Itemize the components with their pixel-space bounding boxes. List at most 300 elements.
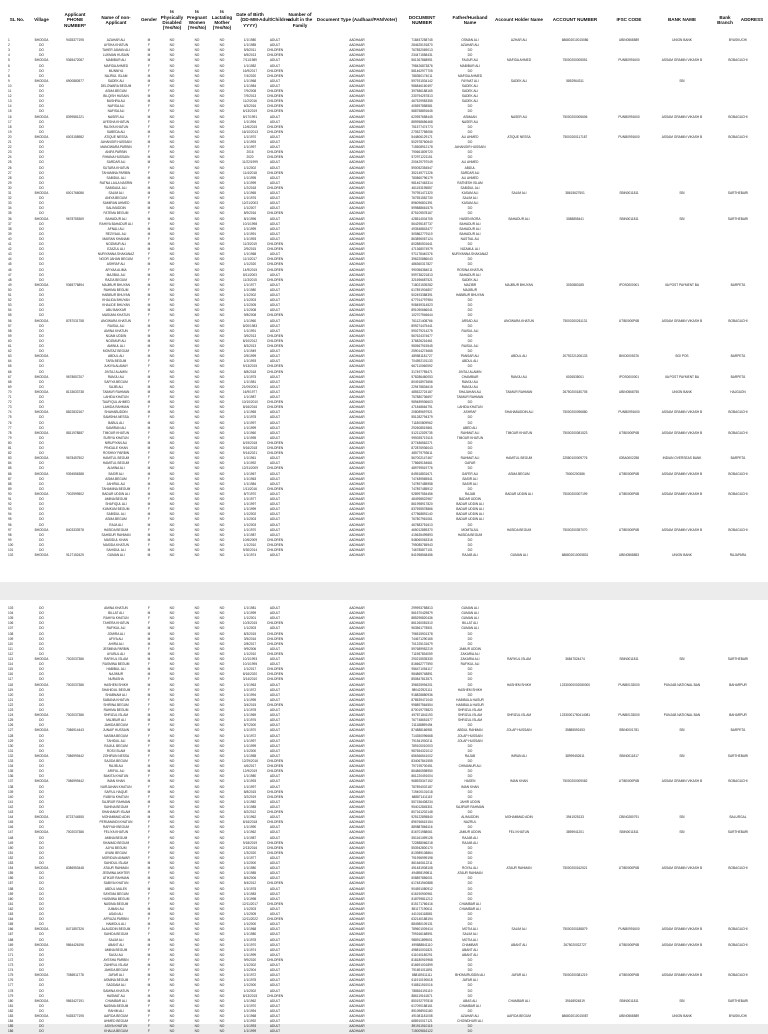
cell-dob: 1/1/1993 (243, 236, 257, 241)
cell-dob: 1/1/1990 (243, 825, 257, 830)
cell-dob: 12/11/2022 (242, 917, 258, 922)
cell-sl: 175 (8, 973, 14, 978)
cell-father: BADAR UDDIN ALI (456, 502, 484, 507)
cell-doc: AADHAAR (349, 512, 365, 517)
cell-gender: F (148, 435, 150, 440)
cell-ac: CHILDREN (266, 405, 284, 410)
cell-doc: AADHAAR (349, 338, 365, 343)
cell-disabled: NO (169, 38, 175, 42)
cell-gender: F (148, 932, 150, 937)
cell-branch (713, 1029, 763, 1034)
cell-ac: CHILDREN (266, 277, 284, 282)
cell-father: ASHRAF (463, 410, 477, 415)
cell-dob: 1/1/1999 (243, 611, 257, 616)
cell-lactating: NO (219, 502, 225, 507)
cell-father: HABIBULA HASUR (456, 697, 484, 702)
cell-ifsc: PUNB0991600 (618, 114, 640, 119)
cell-disabled: NO (169, 774, 175, 779)
cell-ac: ADULT (269, 968, 281, 973)
cell-gender: M (147, 815, 151, 820)
cell-acno: 3088855441 (566, 216, 584, 221)
cell-name: AFIYA ALI (108, 636, 124, 641)
cell-village: DO (39, 748, 44, 753)
cell-name: ALMINA ALI (107, 466, 125, 471)
cell-dob: 8/16/2018 (242, 820, 258, 825)
cell-gender: M (147, 682, 151, 687)
cell-pregnant: NO (194, 952, 200, 957)
cell-sl: 145 (8, 820, 14, 825)
cell-docno: 485522724187 (411, 389, 433, 394)
cell-dob: 1/1/2003 (243, 517, 257, 522)
cell-bank: UNION BANK (672, 1014, 692, 1018)
cell-father: DO (467, 743, 473, 748)
cell-holder: HAMITUL BEGUM (505, 456, 533, 461)
cell-lactating: NO (219, 349, 225, 354)
cell-dob: 3/9/2013 (243, 333, 257, 338)
cell-docno: 405597858581 (411, 104, 433, 109)
cell-sl: 21 (8, 140, 12, 144)
cell-docno: 572971221151 (411, 155, 433, 160)
cell-name: AFRUZA PARBIN (103, 917, 129, 922)
cell-branch: BARPETA (730, 354, 746, 359)
cell-father: BADAR UDDIN ALI (456, 517, 484, 522)
cell-gender: M (147, 491, 151, 496)
cell-father: RAJAB ALI (462, 553, 478, 558)
cell-dob: 6/5/2013 (243, 53, 257, 58)
cell-lactating: NO (219, 456, 225, 461)
cell-village: DO (39, 922, 44, 927)
cell-branch: BOBAGUCHI (728, 471, 748, 476)
cell-lactating: NO (219, 491, 225, 496)
cell-docno: 818180919968 (411, 957, 433, 962)
cell-pregnant: NO (194, 242, 200, 246)
cell-dob: 5/5/2011 (243, 48, 257, 53)
cell-village: DO (39, 73, 44, 78)
cell-ac: CHILDREN (266, 211, 284, 216)
cell-doc: AADHAAR (349, 83, 365, 88)
cell-docno: 885295820436 (411, 616, 433, 621)
cell-gender: M (147, 185, 151, 190)
cell-docno: 963561778501 (411, 626, 433, 631)
cell-father: MAFIDA AHMED (457, 73, 483, 78)
cell-pregnant: NO (194, 491, 200, 496)
cell-ifsc: UTIB0000P6B (618, 779, 640, 784)
cell-pregnant: NO (194, 891, 200, 896)
cell-village: DO (39, 542, 44, 547)
cell-dob: 1/1/1994 (243, 692, 257, 697)
cell-lactating: NO (219, 155, 225, 160)
cell-ifsc: UBIN0568589 (618, 38, 640, 42)
cell-pregnant: NO (194, 48, 200, 53)
cell-phone: 7086999442 (66, 779, 84, 784)
cell-doc: AADHAAR (349, 43, 365, 48)
cell-docno: 428514004705 (411, 216, 433, 221)
cell-ac: ADULT (269, 616, 281, 621)
cell-pregnant: NO (194, 420, 200, 425)
cell-sl: 143 (8, 810, 14, 814)
cell-ac: CHILDREN (266, 667, 284, 672)
cell-disabled: NO (169, 1003, 175, 1008)
cell-disabled: NO (169, 733, 175, 738)
cell-lactating: NO (219, 764, 225, 769)
cell-dob: 11/4/2018 (243, 170, 257, 175)
cell-branch: BYASKUCHI (728, 38, 748, 42)
cell-sl: 103 (8, 606, 14, 610)
cell-village: DO (39, 440, 44, 445)
cell-ac: CHILDREN (266, 124, 284, 129)
cell-sl: 69 (8, 384, 12, 389)
cell-disabled: NO (169, 677, 175, 682)
cell-disabled: NO (169, 606, 175, 610)
cell-pregnant: NO (194, 323, 200, 328)
cell-docno: 512112029735 (411, 430, 433, 435)
cell-gender: F (148, 124, 150, 129)
cell-sl: 11 (8, 89, 12, 93)
cell-dob: 9/9/2006 (243, 646, 257, 651)
cell-pregnant: NO (194, 794, 200, 799)
cell-docno: 688910017121 (411, 1019, 433, 1024)
cell-lactating: NO (219, 968, 225, 973)
cell-doc: AADHAAR (349, 420, 365, 425)
cell-doc: AADHAAR (349, 389, 365, 394)
cell-disabled: NO (169, 410, 175, 415)
cell-father: DO (467, 682, 473, 687)
cell-phone: 6003158982 (66, 134, 84, 139)
cell-father: BAHADUR ALI (459, 272, 481, 277)
cell-pregnant: NO (194, 657, 200, 661)
cell-village: DO (39, 99, 44, 104)
cell-pregnant: NO (194, 104, 200, 109)
cell-phone: 9863427191 (66, 998, 84, 1003)
cell-village: DO (39, 983, 44, 988)
cell-docno: 415635499893 (411, 532, 433, 537)
cell-sl: 137 (8, 779, 14, 784)
cell-sl: 169 (8, 942, 14, 947)
cell-lactating: NO (219, 471, 225, 476)
cell-ac: ADULT (269, 272, 281, 277)
cell-sl: 168 (8, 937, 14, 942)
cell-dob: 1/1/1970 (243, 1003, 257, 1008)
cell-gender: M (147, 242, 151, 246)
cell-sl: 28 (8, 175, 12, 180)
cell-docno: 987654321012 (411, 748, 433, 753)
cell-lactating: NO (219, 344, 225, 348)
cell-dob: 5/4/2012 (243, 881, 257, 886)
cell-dob: 1/1/2000 (243, 983, 257, 988)
cell-lactating: NO (219, 993, 225, 998)
cell-doc: AADHAAR (349, 886, 365, 891)
cell-disabled: NO (169, 927, 175, 932)
cell-name: ASIYA KHATUN (104, 1024, 128, 1029)
cell-village: DO (39, 794, 44, 799)
cell-ac: CHILDREN (266, 845, 284, 850)
cell-sl: 74 (8, 410, 12, 415)
cell-docno: 590052354547 (411, 165, 433, 170)
cell-pregnant: NO (194, 993, 200, 998)
cell-lactating: NO (219, 912, 225, 916)
cell-father: ABANT ALI (461, 952, 479, 957)
cell-dob: 1/1/1960 (243, 430, 257, 435)
cell-name: RAHIYA BAHADUR ALI (99, 221, 133, 226)
cell-sl: 97 (8, 527, 12, 532)
cell-name: JOMIRA ALI (107, 631, 125, 636)
cell-name: SHAHABUDDIN (104, 410, 128, 415)
cell-name: NAJRUL ISLAM (104, 73, 128, 78)
cell-father: DO (467, 886, 473, 891)
cell-disabled: NO (169, 303, 175, 308)
cell-name: ROSHNY PARBIN (102, 451, 130, 456)
cell-doc: AADHAAR (349, 517, 365, 522)
cell-sl: 124 (8, 713, 14, 718)
cell-dob: 8/13/2015 (242, 993, 258, 998)
cell-lactating: NO (219, 221, 225, 226)
cell-name: SHAFIQUL ALI (105, 502, 127, 507)
cell-village: DO (39, 789, 44, 794)
cell-name: SAJIDA BEGUM (104, 759, 128, 763)
cell-sl: 87 (8, 476, 12, 481)
cell-dob: 6/13/2019 (242, 109, 258, 114)
cell-ac: ADULT (269, 114, 281, 119)
cell-father: ALI AHMED (461, 160, 479, 165)
cell-ac: ADULT (269, 682, 281, 687)
cell-phone: 7002037386 (66, 657, 84, 661)
cell-father: MOTIA ALI (462, 937, 478, 942)
cell-dob: 1/1/1965 (243, 191, 257, 195)
cell-disabled: NO (169, 502, 175, 507)
cell-village: DO (39, 906, 44, 911)
cell-father: DO (467, 983, 473, 988)
cell-village: DO (39, 405, 44, 410)
cell-holder: MAJIBUR BHUYAN (505, 282, 533, 287)
cell-gender: M (147, 191, 151, 195)
cell-father: BAHADUR ALI (459, 226, 481, 231)
cell-name: MOMTAZ BEGUM (102, 349, 130, 354)
cell-bank: ASSAM GRAMIN VIKASH B (661, 58, 703, 63)
cell-doc: AADHAAR (349, 937, 365, 942)
cell-phone: 9127152425 (66, 553, 84, 558)
cell-dob: 1/11/2016 (243, 486, 257, 491)
cell-disabled: NO (169, 548, 175, 552)
cell-docno: 804918973656 (411, 379, 433, 384)
cell-dob: 3/5/2016 (243, 636, 257, 641)
cell-lactating: NO (219, 743, 225, 748)
cell-dob: 12/21/2003 (242, 201, 258, 206)
cell-village: BHODOA (34, 114, 49, 119)
cell-docno: 988911899601 (411, 937, 433, 942)
cell-ifsc: UTIB0000P6B (618, 866, 640, 871)
cell-doc: AADHAAR (349, 476, 365, 481)
cell-dob: 1/1/1962 (243, 815, 257, 820)
cell-pregnant: NO (194, 988, 200, 993)
cell-docno: 761121408766 (411, 318, 433, 323)
cell-dob: 1/1/1981 (243, 606, 257, 610)
cell-name: FATEMA BEGUM (103, 211, 129, 216)
cell-docno: 888189111111 (411, 973, 433, 978)
cell-docno: 616190900961 (411, 891, 433, 896)
cell-village: DO (39, 425, 44, 430)
cell-acno: 686802010015086 (561, 38, 589, 42)
cell-father: DO (467, 759, 473, 763)
cell-holder: ABDUL ALI (510, 354, 527, 359)
cell-village: DO (39, 626, 44, 631)
cell-name: KHALIDE BHUYAN (102, 303, 130, 308)
cell-sl: 108 (8, 631, 14, 636)
cell-name: NASIMA BEGUM (103, 1003, 129, 1008)
cell-pregnant: NO (194, 58, 200, 63)
cell-disabled: NO (169, 855, 175, 860)
cell-ac: ADULT (269, 718, 281, 723)
cell-gender: F (148, 313, 150, 318)
cell-gender: F (148, 708, 150, 712)
cell-name: NAJIMUR (108, 672, 124, 677)
cell-sl: 141 (8, 799, 14, 804)
cell-pregnant: NO (194, 507, 200, 512)
cell-dob: 8/16/2016 (242, 405, 258, 410)
cell-gender: F (148, 221, 150, 226)
cell-ac: ADULT (269, 231, 281, 236)
cell-pregnant: NO (194, 277, 200, 282)
cell-village: DO (39, 993, 44, 998)
cell-pregnant: NO (194, 815, 200, 820)
cell-lactating: NO (219, 769, 225, 774)
cell-bank: BOI POS (675, 354, 689, 359)
cell-ac: CHILDREN (266, 257, 284, 262)
cell-village: DO (39, 435, 44, 440)
cell-disabled: NO (169, 481, 175, 486)
cell-gender: M (147, 389, 151, 394)
cell-father: DO (467, 48, 473, 53)
cell-sl: 128 (8, 733, 14, 738)
cell-lactating: NO (219, 247, 225, 252)
cell-holder: SHRIZUL ISLAM (507, 713, 531, 718)
cell-docno: 981467463314 (411, 180, 433, 185)
cell-father: DO (467, 466, 473, 471)
cell-disabled: NO (169, 196, 175, 201)
cell-docno: 561570429879 (411, 611, 433, 616)
cell-ac: ADULT (269, 922, 281, 927)
cell-sl: 90 (8, 491, 12, 496)
cell-dob: 8/11/2003 (243, 272, 257, 277)
cell-pregnant: NO (194, 866, 200, 871)
cell-branch: BOBAGUCHI (728, 779, 748, 784)
cell-doc: AADHAAR (349, 651, 365, 656)
cell-pregnant: NO (194, 667, 200, 672)
cell-disabled: NO (169, 527, 175, 532)
cell-lactating: NO (219, 616, 225, 621)
cell-holder: SADEK ALI (510, 78, 528, 83)
cell-name: SAJIRUR RAHMAN (101, 799, 131, 804)
cell-lactating: NO (219, 988, 225, 993)
cell-lactating: NO (219, 850, 225, 855)
cell-father: ABAS ALI (463, 998, 477, 1003)
cell-pregnant: NO (194, 621, 200, 626)
cell-dob: 1/1/1978 (243, 886, 257, 891)
cell-docno: 797951471320 (411, 191, 433, 195)
cell-holder: AZHAR ALI (510, 38, 528, 42)
cell-father: DO (467, 124, 473, 129)
cell-ac: ADULT (269, 697, 281, 702)
cell-village: DO (39, 201, 44, 206)
cell-docno: 787894002187 (411, 784, 433, 789)
cell-lactating: NO (219, 497, 225, 501)
cell-village: DO (39, 338, 44, 343)
cell-gender: M (147, 333, 151, 338)
cell-adults (285, 1029, 315, 1034)
cell-doc: AADHAAR (349, 1019, 365, 1024)
cell-sl: 82 (8, 451, 12, 456)
cell-doc: AADHAAR (349, 662, 365, 667)
cell-father: CHIMANUR ALI (458, 764, 482, 769)
cell-sl: 83 (8, 456, 12, 461)
cell-ac: ADULT (269, 395, 281, 399)
cell-sl: 159 (8, 891, 14, 896)
cell-dob: 1/1/1999 (243, 180, 257, 185)
cell-disabled: NO (169, 825, 175, 830)
cell-lactating: NO (219, 713, 225, 718)
cell-lactating: NO (219, 952, 225, 957)
cell-disabled: NO (169, 211, 175, 216)
cell-father: DO (467, 313, 473, 318)
cell-ac: ADULT (269, 328, 281, 333)
cell-father: BASIR ALI (462, 481, 478, 486)
cell-docno: 872876936043 (411, 446, 433, 450)
cell-village: DO (39, 369, 44, 374)
cell-pregnant: NO (194, 1003, 200, 1008)
cell-village: BHODOA (34, 78, 49, 83)
cell-sl: 4 (8, 53, 10, 58)
cell-ifsc: UTIB0000P6B (618, 942, 640, 947)
cell-gender: F (148, 677, 150, 682)
cell-docno: 317497755471 (411, 369, 433, 374)
cell-ac: ADULT (269, 435, 281, 440)
cell-sl: 23 (8, 150, 12, 155)
cell-pregnant: NO (194, 611, 200, 616)
cell-village: DO (39, 160, 44, 165)
cell-lactating: NO (219, 886, 225, 891)
cell-docno: 767807961061 (411, 517, 433, 522)
cell-lactating: NO (219, 702, 225, 707)
cell-docno: 499888841110 (411, 942, 433, 947)
cell-docno: 553942800170 (411, 845, 433, 850)
cell-name: CHAMBAR ALI (105, 998, 127, 1003)
cell-lactating: NO (219, 369, 225, 374)
cell-doc: AADHAAR (349, 784, 365, 789)
cell-sl: 157 (8, 881, 14, 886)
cell-gender: F (148, 784, 150, 789)
cell-lactating: NO (219, 379, 225, 384)
cell-phone: 7002037386 (66, 682, 84, 687)
cell-name: IMAN KHAN (107, 779, 125, 784)
cell-disabled: NO (169, 435, 175, 440)
cell-phone: 8133633738 (66, 389, 84, 394)
cell-holder: SALIM ALI (511, 927, 527, 932)
cell-disabled: NO (169, 651, 175, 656)
cell-dob: 1/1/1968 (243, 927, 257, 932)
cell-lactating: NO (219, 651, 225, 656)
cell-doc: AADHAAR (349, 789, 365, 794)
cell-ac: ADULT (269, 471, 281, 476)
cell-disabled: NO (169, 476, 175, 481)
cell-pregnant: NO (194, 917, 200, 922)
cell-pregnant: NO (194, 257, 200, 262)
cell-docno: 891098901180 (411, 1008, 433, 1013)
cell-sl: 35 (8, 211, 12, 216)
cell-doc: AADHAAR (349, 58, 365, 63)
cell-doc: AADHAAR (349, 1008, 365, 1013)
cell-ac: ADULT (269, 728, 281, 733)
cell-docno: 968925347152 (411, 779, 433, 784)
header-ifsc: IFSC CODE (616, 17, 642, 23)
